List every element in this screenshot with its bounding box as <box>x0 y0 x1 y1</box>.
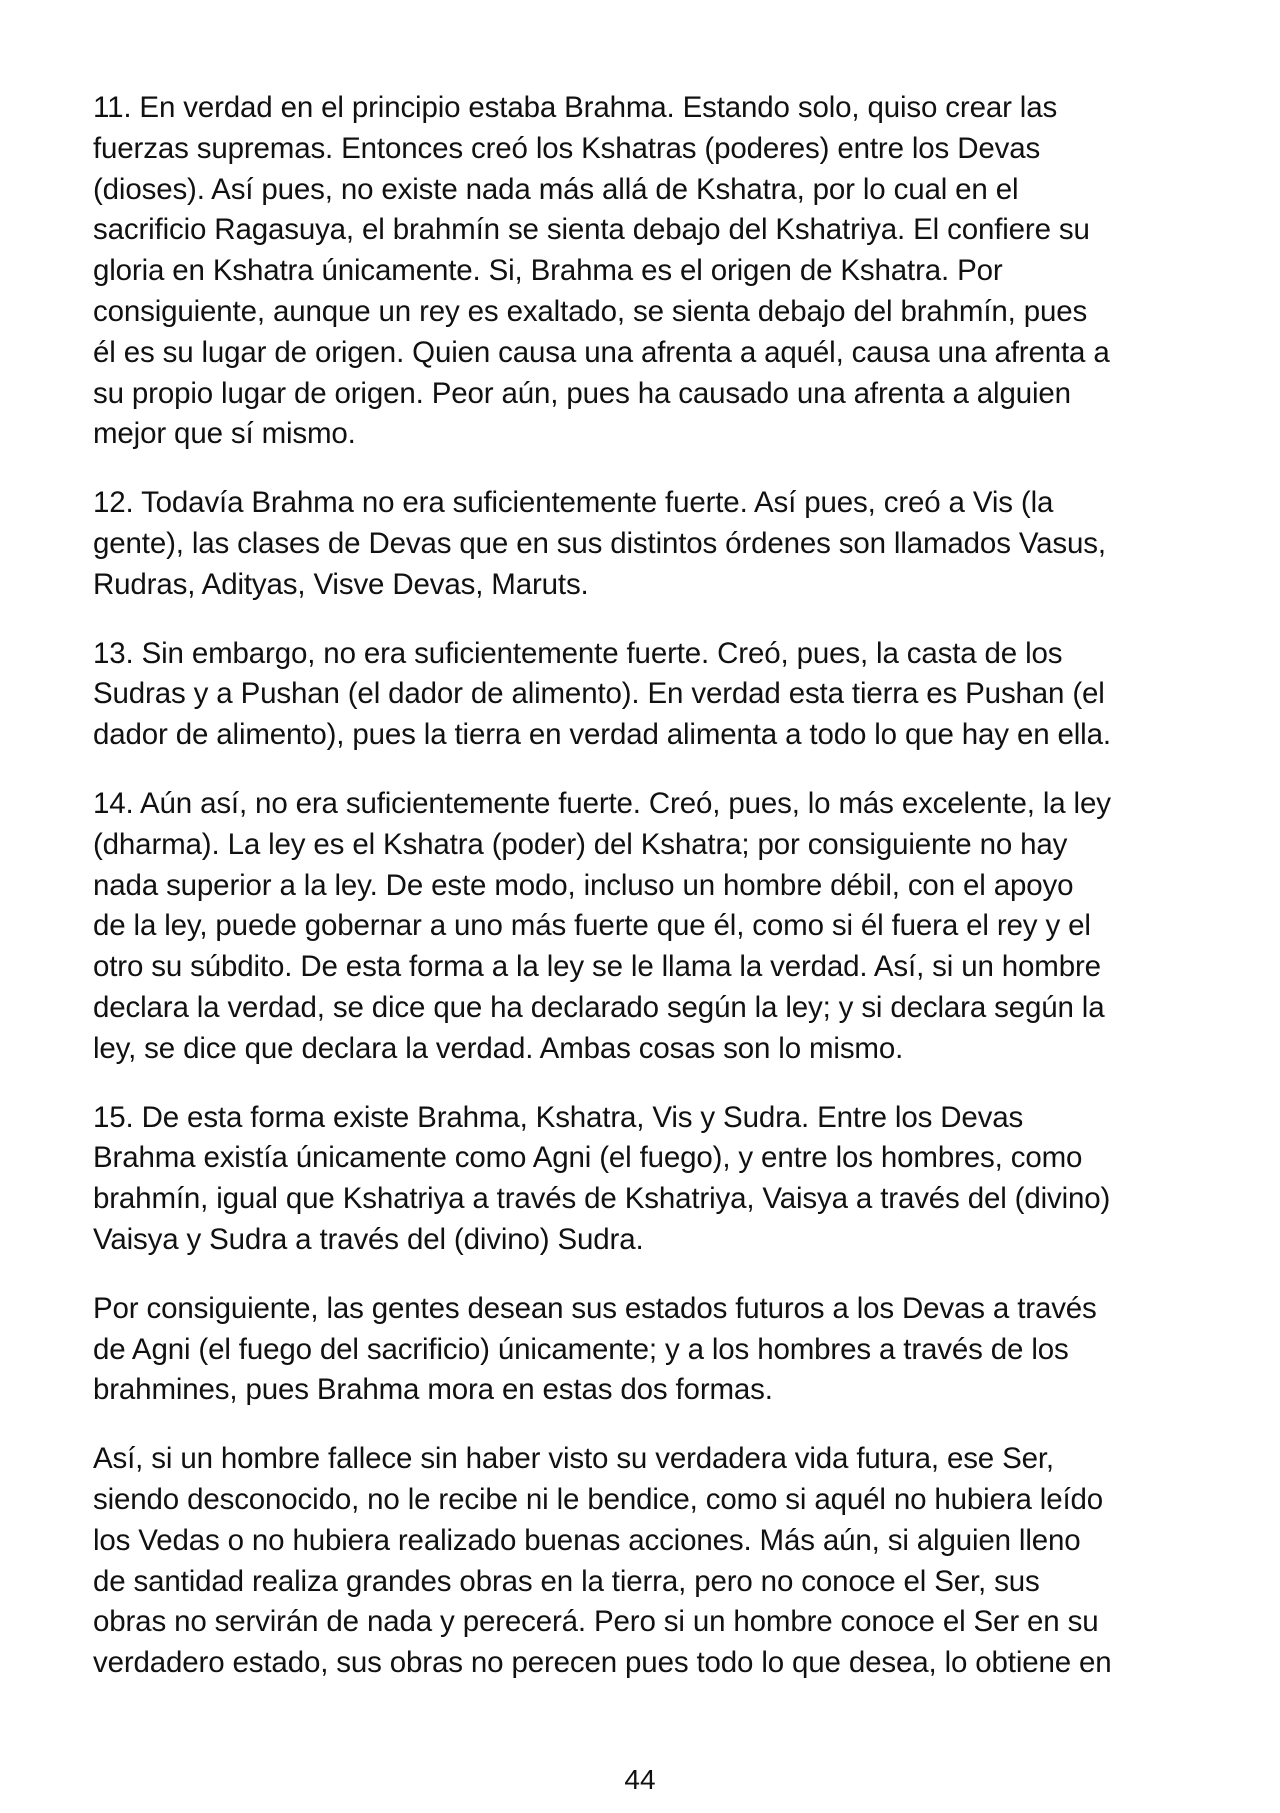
paragraph-11 <box>93 88 1203 455</box>
text-line: 11. En verdad en el principio estaba Brahma. Estando solo, quiso crear las <box>93 91 1058 124</box>
text-line: de Agni (el fuego del sacrificio) únicamente; y a los hombres a través de los <box>93 1332 1069 1366</box>
text-line: su propio lugar de origen. Peor aún, pues ha causado una afrenta a alguien <box>93 376 1071 410</box>
text-line: brahmines, pues Brahma mora en estas dos formas. <box>93 1373 773 1407</box>
text-line: obras no servirán de nada y perecerá. Pero si un hombre conoce el Ser en su <box>93 1605 1099 1639</box>
text-line: gloria en Kshatra únicamente. Si, Brahma es el origen de Kshatra. Por <box>93 254 1003 288</box>
page-content <box>93 88 1203 1712</box>
text-line: fuerzas supremas. Entonces creó los Kshatras (poderes) entre los Devas <box>93 131 1041 165</box>
text-line: Vaisya y Sudra a través del (divino) Sudra. <box>93 1222 644 1256</box>
text-line: verdadero estado, sus obras no perecen pues todo lo que desea, lo obtiene en <box>93 1646 1112 1680</box>
text-line: nada superior a la ley. De este modo, incluso un hombre débil, con el apoyo <box>93 868 1074 902</box>
text-line: Por consiguiente, las gentes desean sus estados futuros a los Devas a través <box>93 1291 1097 1325</box>
text-line: (dioses). Así pues, no existe nada más allá de Kshatra, por lo cual en el <box>93 172 1019 206</box>
paragraph-12 <box>93 483 1203 605</box>
text-line: sacrificio Ragasuya, el brahmín se sienta debajo del Kshatriya. El confiere su <box>93 213 1090 247</box>
text-line: ley, se dice que declara la verdad. Ambas cosas son lo mismo. <box>93 1031 904 1065</box>
text-line: Así, si un hombre fallece sin haber visto su verdadera vida futura, ese Ser, <box>93 1442 1054 1476</box>
text-line: Sudras y a Pushan (el dador de alimento). En verdad esta tierra es Pushan (el <box>93 677 1105 711</box>
page-number: 44 <box>624 1764 656 1795</box>
text-line: 13. Sin embargo, no era suficientemente fuerte. Creó, pues, la casta de los <box>93 636 1063 670</box>
paragraph-15 <box>93 1098 1203 1261</box>
text-line: los Vedas o no hubiera realizado buenas acciones. Más aún, si alguien lleno <box>93 1523 1081 1557</box>
text-line: de santidad realiza grandes obras en la tierra, pero no conoce el Ser, sus <box>93 1564 1040 1598</box>
text-line: 12. Todavía Brahma no era suficientemente fuerte. Así pues, creó a Vis (la <box>93 486 1054 520</box>
paragraph-por-consiguiente <box>93 1289 1203 1411</box>
paragraph-13 <box>93 634 1203 756</box>
text-line: declara la verdad, se dice que ha declarado según la ley; y si declara según la <box>93 990 1105 1024</box>
text-line: Rudras, Adityas, Visve Devas, Maruts. <box>93 567 589 601</box>
text-line: brahmín, igual que Kshatriya a través de Kshatriya, Vaisya a través del (divino) <box>93 1182 1111 1216</box>
text-line: (dharma). La ley es el Kshatra (poder) del Kshatra; por consiguiente no hay <box>93 827 1068 861</box>
text-line: consiguiente, aunque un rey es exaltado, se sienta debajo del brahmín, pues <box>93 294 1088 328</box>
text-line: él es su lugar de origen. Quien causa una afrenta a aquél, causa una afrenta a <box>93 335 1110 369</box>
text-line: dador de alimento), pues la tierra en verdad alimenta a todo lo que hay en ella. <box>93 718 1111 752</box>
paragraph-14 <box>93 784 1203 1070</box>
text-line: 15. De esta forma existe Brahma, Kshatra, Vis y Sudra. Entre los Devas <box>93 1100 1024 1134</box>
text-line: mejor que sí mismo. <box>93 417 356 451</box>
text-line: gente), las clases de Devas que en sus distintos órdenes son llamados Vasus, <box>93 526 1106 560</box>
text-line: de la ley, puede gobernar a uno más fuerte que él, como si él fuera el rey y el <box>93 909 1091 943</box>
text-line: 14. Aún así, no era suficientemente fuerte. Creó, pues, lo más excelente, la ley <box>93 786 1111 820</box>
paragraph-asi <box>93 1439 1203 1684</box>
text-line: siendo desconocido, no le recibe ni le bendice, como si aquél no hubiera leído <box>93 1482 1104 1516</box>
text-line: Brahma existía únicamente como Agni (el fuego), y entre los hombres, como <box>93 1141 1083 1175</box>
text-line: otro su súbdito. De esta forma a la ley se le llama la verdad. Así, si un hombre <box>93 950 1101 984</box>
